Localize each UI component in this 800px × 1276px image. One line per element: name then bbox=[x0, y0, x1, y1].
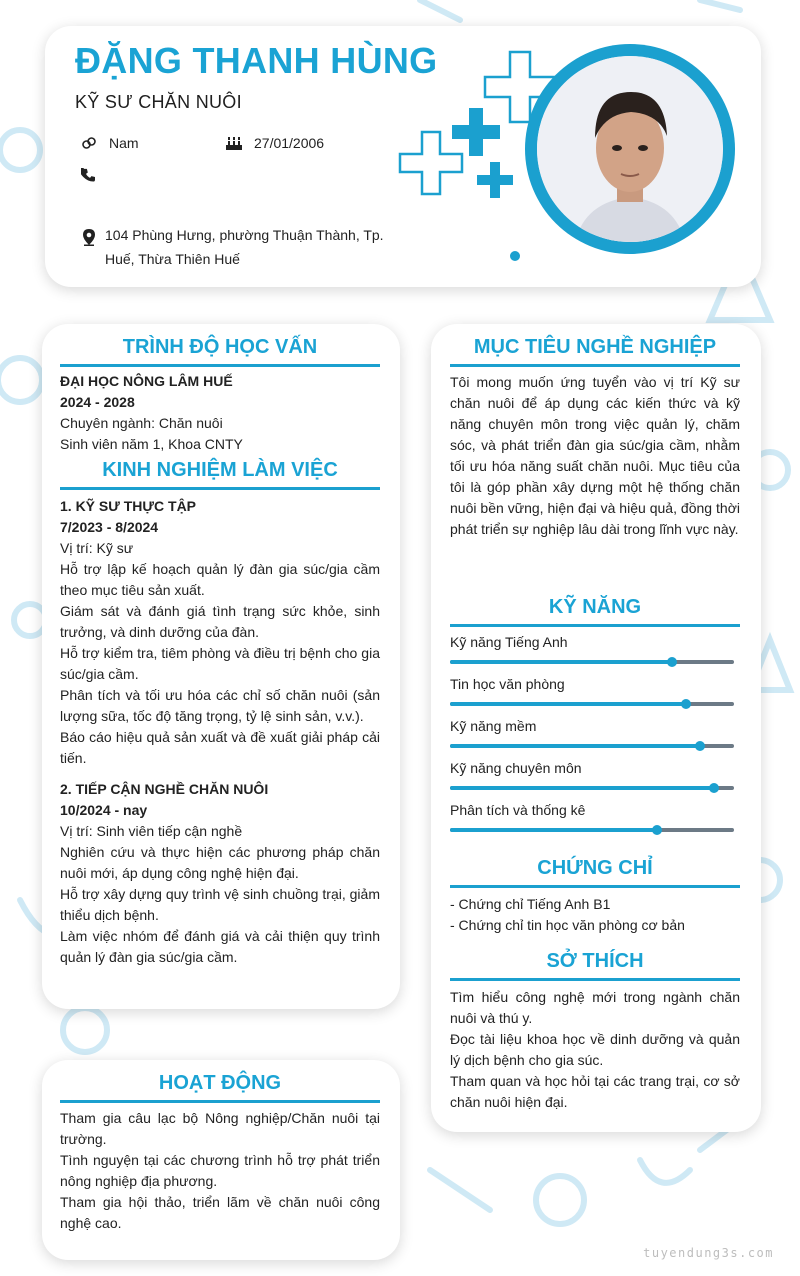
gender-value: Nam bbox=[109, 135, 139, 151]
skill-item bbox=[450, 634, 734, 664]
experience-list bbox=[60, 496, 380, 968]
objective-skills-card bbox=[431, 324, 761, 1132]
skill-bar-track bbox=[450, 744, 734, 748]
skill-bar-fill bbox=[450, 702, 686, 706]
job-task: Nghiên cứu và thực hiện các phương pháp chăn nuôi mới, áp dụng công nghệ hiện đại. bbox=[60, 844, 380, 881]
job-task: Hỗ trợ xây dựng quy trình vệ sinh chuồng trại, giảm thiểu dịch bệnh. bbox=[60, 886, 380, 923]
activity-item: Tham gia câu lạc bộ Nông nghiệp/Chăn nuôi tại trường. bbox=[60, 1110, 380, 1147]
skill-bar-track bbox=[450, 660, 734, 664]
education-note: Sinh viên năm 1, Khoa CNTY bbox=[60, 436, 243, 452]
certificate-item: - Chứng chỉ tin học văn phòng cơ bản bbox=[450, 917, 685, 933]
hobby-item: Tìm hiểu công nghệ mới trong ngành chăn nuôi và thú y. bbox=[450, 989, 740, 1026]
skill-bar-track bbox=[450, 786, 734, 790]
activities-heading: HOẠT ĐỘNG bbox=[60, 1072, 380, 1103]
hobby-item: Đọc tài liệu khoa học về dinh dưỡng và quản lý dịch bệnh cho gia súc. bbox=[450, 1031, 740, 1068]
skills-heading: KỸ NĂNG bbox=[450, 596, 740, 627]
skill-bar-fill bbox=[450, 828, 657, 832]
skill-bar-knob bbox=[695, 741, 705, 751]
skill-bar-fill bbox=[450, 660, 672, 664]
bg-syringe-icon bbox=[700, 0, 740, 10]
skill-bar-fill bbox=[450, 744, 700, 748]
skill-bar-track bbox=[450, 702, 734, 706]
bg-circle-icon bbox=[0, 358, 42, 402]
skill-label: Tin học văn phòng bbox=[450, 676, 565, 692]
job-position: Vị trí: Sinh viên tiếp cận nghề bbox=[60, 823, 243, 839]
certificate-item: - Chứng chỉ Tiếng Anh B1 bbox=[450, 896, 611, 912]
job-heading: 1. KỸ SƯ THỰC TẬP bbox=[60, 498, 197, 514]
education-heading: TRÌNH ĐỘ HỌC VẤN bbox=[60, 336, 380, 367]
education-period: 2024 - 2028 bbox=[60, 394, 135, 410]
job-task: Báo cáo hiệu quả sản xuất và đề xuất giải pháp cải tiến. bbox=[60, 729, 380, 766]
hobby-item: Tham quan và học hỏi tại các trang trại, cơ sở chăn nuôi hiện đại. bbox=[450, 1073, 740, 1110]
objective-heading: MỤC TIÊU NGHỀ NGHIỆP bbox=[450, 336, 740, 367]
candidate-name: ĐẶNG THANH HÙNG bbox=[75, 40, 438, 81]
job-task: Phân tích và tối ưu hóa các chỉ số chăn nuôi (sản lượng sữa, tốc độ tăng trọng, tỷ lệ sinh sản, v.v.). bbox=[60, 687, 380, 724]
hobbies-heading: SỞ THÍCH bbox=[450, 950, 740, 981]
skill-bar-knob bbox=[709, 783, 719, 793]
activities-list bbox=[60, 1108, 380, 1234]
activities-card bbox=[42, 1060, 400, 1260]
phone-row bbox=[79, 166, 109, 186]
skill-item bbox=[450, 718, 734, 748]
job-task: Hỗ trợ kiểm tra, tiêm phòng và điều trị bệnh cho gia súc/gia cầm. bbox=[60, 645, 380, 682]
profile-header-card bbox=[45, 26, 761, 287]
certificates-heading: CHỨNG CHỈ bbox=[450, 857, 740, 888]
bg-circle-icon bbox=[63, 1008, 107, 1052]
location-pin-icon bbox=[79, 227, 99, 247]
skill-label: Kỹ năng Tiếng Anh bbox=[450, 634, 568, 650]
watermark-text: tuyendung3s.com bbox=[643, 1246, 774, 1260]
job-position: Vị trí: Kỹ sư bbox=[60, 540, 134, 556]
education-experience-card bbox=[42, 324, 400, 1009]
birthday-value: 27/01/2006 bbox=[254, 135, 325, 151]
decor-dot bbox=[510, 251, 520, 261]
school-name: ĐẠI HỌC NÔNG LÂM HUẾ bbox=[60, 373, 233, 389]
bg-stethoscope-icon bbox=[640, 1160, 690, 1183]
avatar-photo bbox=[537, 56, 723, 242]
skill-label: Kỹ năng chuyên môn bbox=[450, 760, 582, 776]
job-heading: 2. TIẾP CẬN NGHỀ CHĂN NUÔI bbox=[60, 781, 269, 797]
skill-item bbox=[450, 802, 734, 832]
job-task: Hỗ trợ lập kế hoạch quản lý đàn gia súc/gia cầm theo mục tiêu sản xuất. bbox=[60, 561, 380, 598]
experience-heading: KINH NGHIỆM LÀM VIỆC bbox=[60, 459, 380, 490]
skill-bar-knob bbox=[681, 699, 691, 709]
education-major: Chuyên ngành: Chăn nuôi bbox=[60, 415, 223, 431]
skill-bar-knob bbox=[667, 657, 677, 667]
gender-icon bbox=[79, 133, 99, 153]
gender-row bbox=[79, 133, 139, 153]
bg-syringe-icon bbox=[430, 1170, 490, 1210]
skill-bar-knob bbox=[652, 825, 662, 835]
bg-circle-icon bbox=[536, 1176, 584, 1224]
skill-label: Kỹ năng mềm bbox=[450, 718, 537, 734]
birthday-row bbox=[224, 133, 324, 153]
activity-item: Tình nguyện tại các chương trình hỗ trợ phát triển nông nghiệp địa phương. bbox=[60, 1152, 380, 1189]
job-task: Làm việc nhóm để đánh giá và cải thiện quy trình quản lý đàn gia súc/gia cầm. bbox=[60, 928, 380, 965]
cake-icon bbox=[224, 133, 244, 153]
certificates-list bbox=[450, 894, 740, 936]
address-value: 104 Phùng Hưng, phường Thuận Thành, Tp. Huế, Thừa Thiên Huế bbox=[105, 227, 384, 267]
job-title: KỸ SƯ CHĂN NUÔI bbox=[75, 92, 242, 112]
job-task: Giám sát và đánh giá tình trạng sức khỏe, sinh trưởng, và dinh dưỡng của đàn. bbox=[60, 603, 380, 640]
phone-icon bbox=[79, 166, 99, 186]
education-details bbox=[60, 371, 380, 455]
job-period: 7/2023 - 8/2024 bbox=[60, 519, 159, 535]
skill-bar-track bbox=[450, 828, 734, 832]
bg-syringe-icon bbox=[420, 0, 460, 20]
avatar-portrait-icon bbox=[537, 56, 723, 242]
skill-bar-fill bbox=[450, 786, 714, 790]
skill-item bbox=[450, 676, 734, 706]
hobbies-list bbox=[450, 987, 740, 1113]
bg-circle-icon bbox=[0, 130, 40, 170]
avatar-frame bbox=[525, 44, 735, 254]
activity-item: Tham gia hội thảo, triển lãm về chăn nuôi công nghệ cao. bbox=[60, 1194, 380, 1231]
skill-item bbox=[450, 760, 734, 790]
skill-label: Phân tích và thống kê bbox=[450, 802, 586, 818]
job-period: 10/2024 - nay bbox=[60, 802, 148, 818]
objective-text: Tôi mong muốn ứng tuyển vào vị trí Kỹ sư chăn nuôi để áp dụng các kiến thức và kỹ năng chuyên môn trong việc quản lý, chăm sóc, và phát triển đàn gia súc/gia cầm, nhằm tối ưu hóa năng suất chăn nuôi. Mục tiêu của tôi là góp phần xây dựng một hệ thống chăn nuôi bền vững, hiện đại và hiệu quả, đồng thời phát triển sự nghiệp lâu dài trong lĩnh vực này. bbox=[450, 374, 740, 537]
